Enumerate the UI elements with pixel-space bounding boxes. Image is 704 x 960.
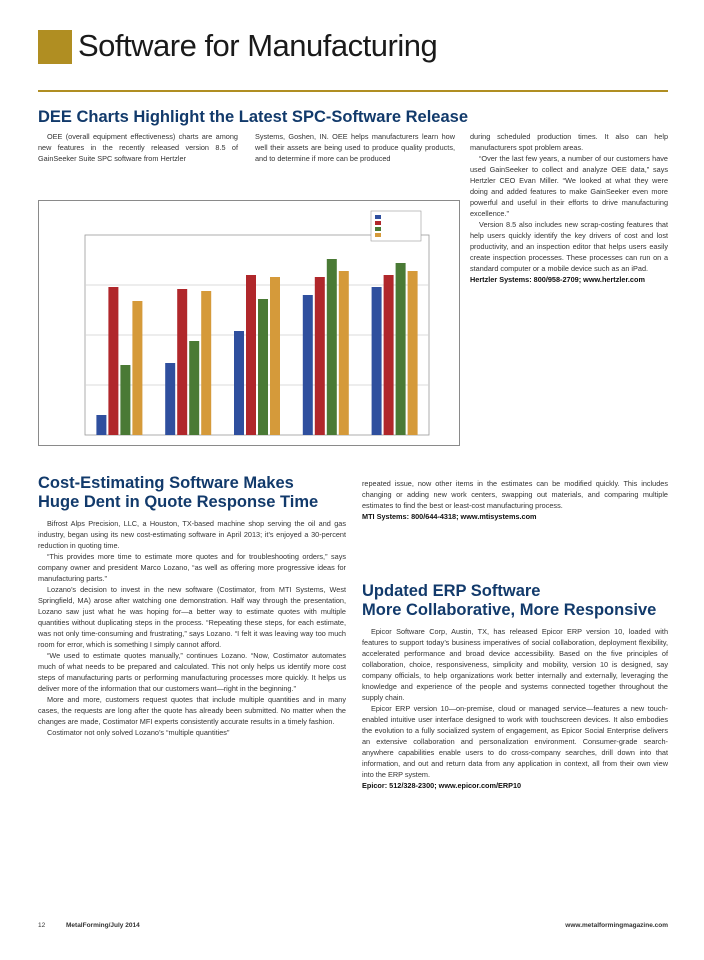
bar-series4-group3	[270, 277, 280, 435]
article2-paragraph-4: “We used to estimate quotes manually,” continues Lozano. “Now, Costimator automates much of what needs to be prepared and calculated. This not only helps us identify more cost steps of manufacturing parts or performing manufacturing processes more quickly. It helps us deliver more of the information that our customers want—right in the beginning.”	[38, 651, 346, 693]
legend-swatch-4	[375, 233, 381, 237]
article1-column-2	[255, 131, 455, 164]
article2-paragraph-5: More and more, customers request quotes that include multiple quantities and in many cases, the requests are long after the quote has already been submitted. No matter when the changes are made, Costimator MFI experts consistently accurate results in a timely fashion.	[38, 695, 346, 726]
bar-series1-group1	[96, 415, 106, 435]
article3-paragraph-2: Epicor ERP version 10—on-premise, cloud or managed service—features a new touch-enabled intuitive user interface designed to work with touchscreen devices. It also embodies the evolution to a fully socialized system of engagement, as Epicor Social Enterprise delivers an extensive collaboration and personalization environment. Consumer-grade search-anywhere capabilities enable users to do cross-company searches, drill down into that information, and out and return data from any application in context, all from their own view into the ERP system.	[362, 704, 668, 779]
article1-contact: Hertzler Systems: 800/958-2709; www.hertzler.com	[470, 275, 645, 284]
article2-paragraph-3: Lozano’s decision to invest in the new software (Costimator, from MTI Systems, West Springfield, MA) arose after watching one demonstration. Half way through the presentation, Lozano saw just what he was hoping for—a better way to estimate quotes with multiple quantities without duplicating steps in the process. “Repeating these steps, for each estimate, was not only time-consuming and frustrating,” says Lozano. “I felt it was leaving way too much room for error, which is something I simply cannot afford.	[38, 585, 346, 649]
bar-series1-group5	[372, 287, 382, 435]
header-rule	[38, 90, 668, 92]
bar-series4-group4	[339, 271, 349, 435]
article1-col1-paragraph: OEE (overall equipment effectiveness) charts are among new features in the recently released version 8.5 of GainSeeker Suite SPC software from Hertzler	[38, 132, 238, 163]
bar-series4-group2	[201, 291, 211, 435]
article3-column	[362, 626, 668, 791]
bar-series3-group1	[120, 365, 130, 435]
article1-col2-paragraph: Systems, Goshen, IN. OEE helps manufacturers learn how well their assets are being used to produce quality products, and to determine if more can be produced	[255, 132, 455, 163]
bar-series2-group3	[246, 275, 256, 435]
publication-url[interactable]: www.metalformingmagazine.com	[565, 922, 668, 929]
page-number: 12	[38, 922, 46, 929]
article3-paragraph-1: Epicor Software Corp, Austin, TX, has released Epicor ERP version 10, loaded with features to support today’s business imperatives of social collaboration, deployment flexibility, accelerated performance and broad device accessibility. Based on the five principles of collaboration, choice, responsiveness, simplicity and mobility, version 10 is designed, say company officials, to help organizations work better internally and externally, leveraging the knowledge and experience of the people and systems connected together throughout the supply chain.	[362, 627, 668, 702]
article2-paragraph-6: Costimator not only solved Lozano’s “multiple quantities”	[47, 728, 230, 737]
article1-headline: DEE Charts Highlight the Latest SPC-Software Release	[38, 108, 469, 126]
bar-series4-group5	[408, 271, 418, 435]
section-color-bar	[38, 30, 72, 64]
legend-swatch-1	[375, 215, 381, 219]
bar-series1-group2	[165, 363, 175, 435]
bar-series3-group3	[258, 299, 268, 435]
article2-column-1	[38, 518, 346, 738]
article2-contact: MTI Systems: 800/644-4318; www.mtisystems.com	[362, 512, 537, 521]
bar-series3-group2	[189, 341, 199, 435]
publication-line: MetalForming/July 2014	[66, 922, 140, 929]
article2-headline	[38, 474, 358, 512]
article2-headline-line-1: Cost-Estimating Software Makes	[38, 474, 294, 492]
article3-headline-line-2: More Collaborative, More Responsive	[362, 601, 657, 619]
article3-headline	[362, 582, 668, 620]
article2-col2-paragraph: repeated issue, now other items in the estimates can be modified quickly. This includes changing or adding new work centers, swapping out materials, and comparing multiple estimates to find the best or least-cost manufacturing process.	[362, 479, 668, 510]
article1-column-1	[38, 131, 238, 164]
article1-col3-paragraph-1: during scheduled production times. It also can help manufacturers spot problem areas.	[470, 132, 668, 152]
oee-chart-svg	[39, 201, 459, 445]
bar-series2-group2	[177, 289, 187, 435]
article2-paragraph-1: Bifrost Alps Precision, LLC, a Houston, TX-based machine shop serving the oil and gas industry, began using its new cost-estimating software in April 2013; it’s enjoyed a 30-percent reduction in quoting time.	[38, 519, 346, 550]
bar-series2-group4	[315, 277, 325, 435]
bar-series1-group3	[234, 331, 244, 435]
article3-headline-line-1: Updated ERP Software	[362, 582, 541, 600]
article1-col3-paragraph-2: “Over the last few years, a number of our customers have used GainSeeker to collect and analyze OEE data,” says Hertzler CEO Evan Miller. “We looked at what they were doing and added features to make GainSeeker even more powerful and useful in their efforts to drive manufacturing excellence.”	[470, 154, 668, 218]
article2-headline-line-2: Huge Dent in Quote Response Time	[38, 493, 319, 511]
bar-series4-group1	[132, 301, 142, 435]
bar-series3-group5	[396, 263, 406, 435]
article1-column-3	[470, 131, 668, 285]
bar-series2-group1	[108, 287, 118, 435]
section-title: Software for Manufacturing	[78, 28, 438, 63]
bar-series1-group4	[303, 295, 313, 435]
article2-paragraph-2: “This provides more time to estimate more quotes and for troubleshooting orders,” says company owner and president Marco Lozano, “as well as offering more progressive ideas for manufacturing parts.”	[38, 552, 346, 583]
article1-col3-paragraph-3: Version 8.5 also includes new scrap-costing features that help users quickly identify the key drivers of cost and lost productivity, and an inspection editor that helps users easily create inspection processes. These processes can run on a standard computer or a mobile device such as an iPad.	[470, 220, 668, 273]
legend-swatch-3	[375, 227, 381, 231]
article2-column-2	[362, 478, 668, 522]
oee-chart	[38, 200, 460, 446]
section-header	[38, 28, 668, 66]
bar-series3-group4	[327, 259, 337, 435]
legend-swatch-2	[375, 221, 381, 225]
article3-contact: Epicor: 512/328-2300; www.epicor.com/ERP10	[362, 781, 522, 790]
bar-series2-group5	[384, 275, 394, 435]
